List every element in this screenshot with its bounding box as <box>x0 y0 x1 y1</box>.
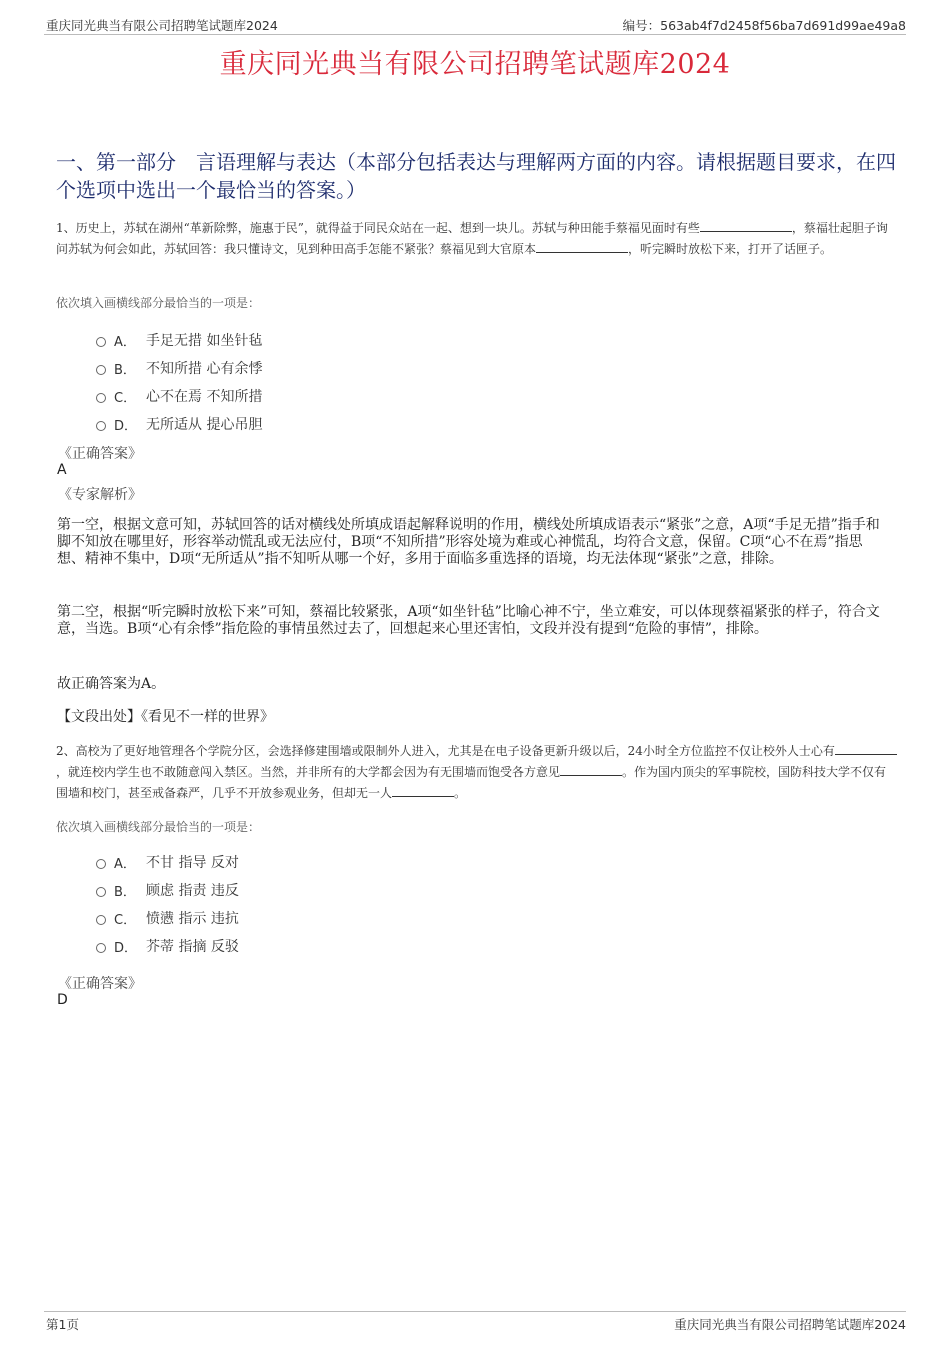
option-letter: D． <box>114 940 138 956</box>
option-text: 不甘 指导 反对 <box>146 855 239 871</box>
analysis-paragraph-1: 第一空，根据文意可知，苏轼回答的话对横线处所填成语起解释说明的作用，横线处所填成语表示“紧张”之意，A项“手足无措”指手和脚不知放在哪里好，形容举动慌乱或无法应付，B项“不知所措”形容处境为难或心神慌乱，均符合文意，保留。C项“心不在焉”指思想、精神不集中，D项“无所适从”指不知听从哪一个好，多用于面临多重选择的语境，均无法体现“紧张”之意，排除。 <box>57 517 880 567</box>
fill-blank-1 <box>700 218 792 232</box>
option-letter: C． <box>114 912 137 928</box>
question-1-text <box>56 218 898 260</box>
question-2-text-part-b: ，就连校内学生也不敢随意闯入禁区。当然，并非所有的大学都会因为有无围墙而饱受各方意见 <box>56 765 561 779</box>
option-letter: D． <box>114 418 138 434</box>
page-header <box>44 14 906 35</box>
option-text: 芥蒂 指摘 反驳 <box>146 939 239 955</box>
option-c[interactable] <box>96 382 262 410</box>
option-letter: C． <box>114 390 137 406</box>
answer-label: 《正确答案》 <box>58 976 142 992</box>
fill-blank-1 <box>835 741 897 755</box>
radio-icon[interactable] <box>96 393 106 403</box>
answer-value: D <box>57 992 68 1008</box>
option-a[interactable] <box>96 848 239 876</box>
question-1-options <box>96 326 262 438</box>
analysis-paragraph-2: 第二空，根据“听完瞬时放松下来”可知，蔡福比较紧张，A项“如坐针毡”比喻心神不宁，坐立难安，可以体现蔡福紧张的样子，符合文意，当选。B项“心有余悸”指危险的事情虽然过去了，回想起来心里还害怕，文段并没有提到“危险的事情”，排除。 <box>57 604 880 637</box>
section-heading: 一、第一部分 言语理解与表达（本部分包括表达与理解两方面的内容。请根据题目要求，在四个选项中选出一个最恰当的答案。） <box>56 150 896 202</box>
option-b[interactable] <box>96 876 239 904</box>
question-2-options <box>96 848 239 960</box>
text-source: 【文段出处】《看见不一样的世界》 <box>57 709 274 725</box>
option-text: 不知所措 心有余悸 <box>146 361 263 377</box>
footer-title: 重庆同光典当有限公司招聘笔试题库2024 <box>674 1317 906 1332</box>
answer-value: A <box>57 462 67 478</box>
question-1-text-part-c: ，听完瞬时放松下来，打开了话匣子。 <box>628 242 833 256</box>
page-footer <box>44 1311 906 1332</box>
option-a[interactable] <box>96 326 262 354</box>
question-1-text-part-a: 1、历史上，苏轼在湖州“革新除弊，施惠于民”，就得益于同民众站在一起、想到一块儿。苏轼与种田能手蔡福见面时有些 <box>56 221 700 235</box>
fill-blank-3 <box>392 783 454 797</box>
question-2-text-part-c: 。作为国内顶尖的军事院校，国防科技大学不仅有围墙和校门，甚至戒备森严，几乎不开放参观业务，但却无一人 <box>56 765 887 800</box>
option-letter: A． <box>114 856 136 872</box>
document-title: 重庆同光典当有限公司招聘笔试题库2024 <box>219 49 731 80</box>
option-text: 愤懑 指示 违抗 <box>146 911 239 927</box>
analysis-conclusion: 故正确答案为A。 <box>57 676 166 692</box>
option-letter: A． <box>114 334 136 350</box>
fill-blank-2 <box>536 239 628 253</box>
option-text: 顾虑 指责 违反 <box>146 883 239 899</box>
option-text: 手足无措 如坐针毡 <box>146 333 263 349</box>
page-number: 第1页 <box>46 1317 79 1332</box>
question-1-text-part-b: ，蔡福壮起胆子询问苏轼为何会如此，苏轼回答：我只懂诗文，见到种田高手怎能不紧张？蔡福见到大官原本 <box>56 221 888 256</box>
option-letter: B． <box>114 884 136 900</box>
radio-icon[interactable] <box>96 421 106 431</box>
fill-blank-2 <box>560 762 622 776</box>
analysis-label: 《专家解析》 <box>58 487 142 503</box>
option-b[interactable] <box>96 354 262 382</box>
header-serial-number: 编号：563ab4f7d2458f56ba7d691d99ae49a8 <box>622 18 906 33</box>
option-letter: B． <box>114 362 136 378</box>
radio-icon[interactable] <box>96 915 106 925</box>
radio-icon[interactable] <box>96 365 106 375</box>
radio-icon[interactable] <box>96 859 106 869</box>
question-2-prompt: 依次填入画横线部分最恰当的一项是： <box>56 820 261 834</box>
question-2-text-part-d: 。 <box>454 786 467 800</box>
question-1-prompt: 依次填入画横线部分最恰当的一项是： <box>56 296 261 310</box>
header-title: 重庆同光典当有限公司招聘笔试题库2024 <box>46 18 278 33</box>
option-d[interactable] <box>96 410 262 438</box>
option-text: 无所适从 提心吊胆 <box>146 417 263 433</box>
option-text: 心不在焉 不知所措 <box>146 389 263 405</box>
radio-icon[interactable] <box>96 337 106 347</box>
radio-icon[interactable] <box>96 943 106 953</box>
option-d[interactable] <box>96 932 239 960</box>
option-c[interactable] <box>96 904 239 932</box>
question-2-text <box>56 741 898 804</box>
question-2-text-part-a: 2、高校为了更好地管理各个学院分区，会选择修建围墙或限制外人进入，尤其是在电子设备更新升级以后，24小时全方位监控不仅让校外人士心有 <box>56 744 835 758</box>
radio-icon[interactable] <box>96 887 106 897</box>
answer-label: 《正确答案》 <box>58 446 142 462</box>
